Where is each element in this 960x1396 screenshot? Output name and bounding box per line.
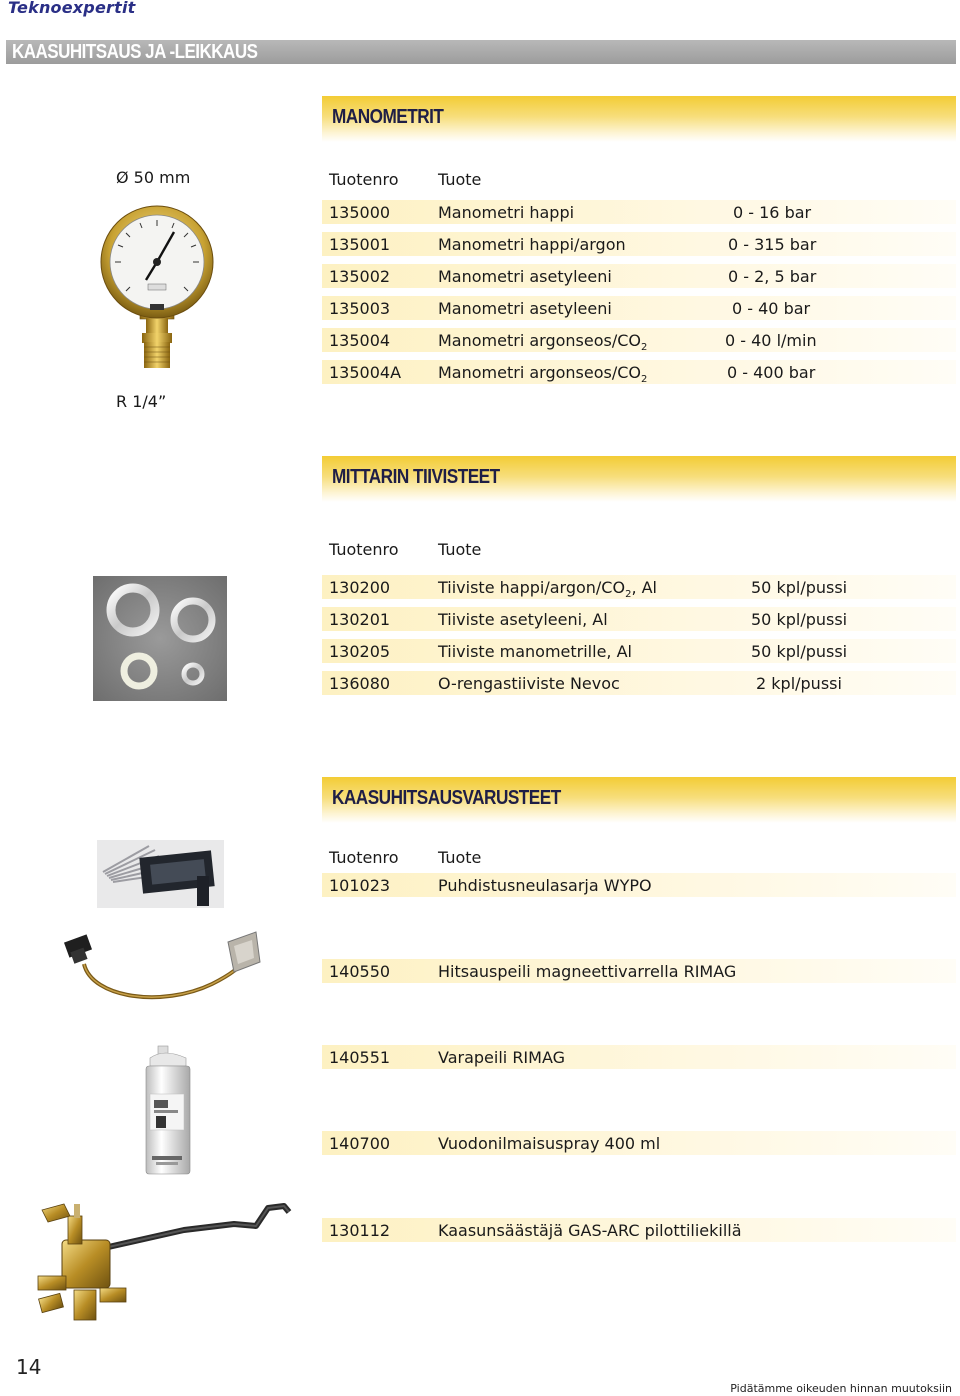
product-name: Hitsauspeili magneettivarrella RIMAG bbox=[438, 962, 737, 981]
product-code: 130112 bbox=[329, 1221, 391, 1240]
table-row bbox=[322, 959, 956, 983]
welding-mirror-image bbox=[62, 928, 262, 1010]
pressure-gauge-image bbox=[100, 200, 230, 380]
table-row bbox=[322, 575, 956, 599]
section-heading-tiivisteet bbox=[322, 456, 956, 502]
column-header-product: Tuote bbox=[438, 540, 482, 559]
page-title-bar bbox=[6, 40, 956, 64]
product-code: 101023 bbox=[329, 876, 391, 895]
brand-logo: Teknoexpertit bbox=[8, 0, 136, 17]
product-code: 136080 bbox=[329, 674, 391, 693]
product-code: 135004A bbox=[329, 363, 402, 382]
section-heading-varusteet bbox=[322, 777, 956, 823]
product-code: 135001 bbox=[329, 235, 391, 254]
product-name: Vuodonilmaisuspray 400 ml bbox=[438, 1134, 661, 1153]
table-row bbox=[322, 264, 956, 288]
table-row bbox=[322, 639, 956, 663]
product-pack: 50 kpl/pussi bbox=[751, 578, 848, 597]
product-code: 130200 bbox=[329, 578, 391, 597]
cleaning-needle-set-image bbox=[97, 840, 224, 908]
product-name: Manometri asetyleeni bbox=[438, 299, 612, 318]
washers-image bbox=[93, 576, 227, 701]
table-row bbox=[322, 873, 956, 897]
product-code: 135000 bbox=[329, 203, 391, 222]
product-code: 140551 bbox=[329, 1048, 391, 1067]
product-name: Varapeili RIMAG bbox=[438, 1048, 566, 1067]
product-name: Manometri asetyleeni bbox=[438, 267, 612, 286]
table-row bbox=[322, 232, 956, 256]
product-code: 135002 bbox=[329, 267, 391, 286]
column-header-code: Tuotenro bbox=[329, 848, 399, 867]
product-name: Kaasunsäästäjä GAS-ARC pilottiliekillä bbox=[438, 1221, 742, 1240]
product-code: 135003 bbox=[329, 299, 391, 318]
product-name: Puhdistusneulasarja WYPO bbox=[438, 876, 652, 895]
product-range: 0 - 2, 5 bar bbox=[728, 267, 817, 286]
section-title: MITTARIN TIIVISTEET bbox=[332, 466, 500, 488]
product-pack: 2 kpl/pussi bbox=[756, 674, 842, 693]
table-row bbox=[322, 1045, 956, 1069]
product-pack: 50 kpl/pussi bbox=[751, 642, 848, 661]
price-disclaimer: Pidätämme oikeuden hinnan muutoksiin bbox=[730, 1382, 952, 1395]
column-header-code: Tuotenro bbox=[329, 170, 399, 189]
product-code: 130205 bbox=[329, 642, 391, 661]
table-row bbox=[322, 671, 956, 695]
table-row bbox=[322, 360, 956, 384]
product-range: 0 - 16 bar bbox=[733, 203, 812, 222]
product-name: Manometri happi/argon bbox=[438, 235, 626, 254]
table-row bbox=[322, 296, 956, 320]
size-label: Ø 50 mm bbox=[116, 168, 191, 187]
product-pack: 50 kpl/pussi bbox=[751, 610, 848, 629]
product-range: 0 - 400 bar bbox=[727, 363, 816, 382]
section-title: MANOMETRIT bbox=[332, 106, 444, 128]
product-code: 140700 bbox=[329, 1134, 391, 1153]
table-row bbox=[322, 1131, 956, 1155]
page-title: KAASUHITSAUS JA -LEIKKAUS bbox=[12, 41, 258, 63]
leak-detector-spray-image bbox=[140, 1044, 196, 1178]
product-name: Tiiviste asetyleeni, Al bbox=[438, 610, 608, 629]
product-name: O-rengastiiviste Nevoc bbox=[438, 674, 620, 693]
product-name: Tiiviste manometrille, Al bbox=[438, 642, 632, 661]
product-name: Manometri argonseos/$CO_2$ bbox=[438, 331, 648, 354]
product-range: 0 - 315 bar bbox=[728, 235, 817, 254]
table-row bbox=[322, 1218, 956, 1242]
product-name: Tiiviste happi/$argon/CO_2$, Al bbox=[438, 578, 657, 601]
gas-saver-image bbox=[34, 1196, 294, 1330]
product-code: 130201 bbox=[329, 610, 391, 629]
column-header-product: Tuote bbox=[438, 170, 482, 189]
product-name: Manometri happi bbox=[438, 203, 575, 222]
table-row bbox=[322, 200, 956, 224]
product-range: 0 - 40 bar bbox=[732, 299, 811, 318]
product-name: Manometri argonseos/$CO_2$ bbox=[438, 363, 648, 386]
product-range: 0 - 40 l/min bbox=[725, 331, 817, 350]
table-row bbox=[322, 328, 956, 352]
product-code: 135004 bbox=[329, 331, 391, 350]
page-number: 14 bbox=[16, 1355, 42, 1379]
column-header-code: Tuotenro bbox=[329, 540, 399, 559]
thread-label: R 1/4” bbox=[116, 392, 167, 411]
section-title: KAASUHITSAUSVARUSTEET bbox=[332, 787, 561, 809]
section-heading-manometrit bbox=[322, 96, 956, 142]
column-header-product: Tuote bbox=[438, 848, 482, 867]
table-row bbox=[322, 607, 956, 631]
product-code: 140550 bbox=[329, 962, 391, 981]
